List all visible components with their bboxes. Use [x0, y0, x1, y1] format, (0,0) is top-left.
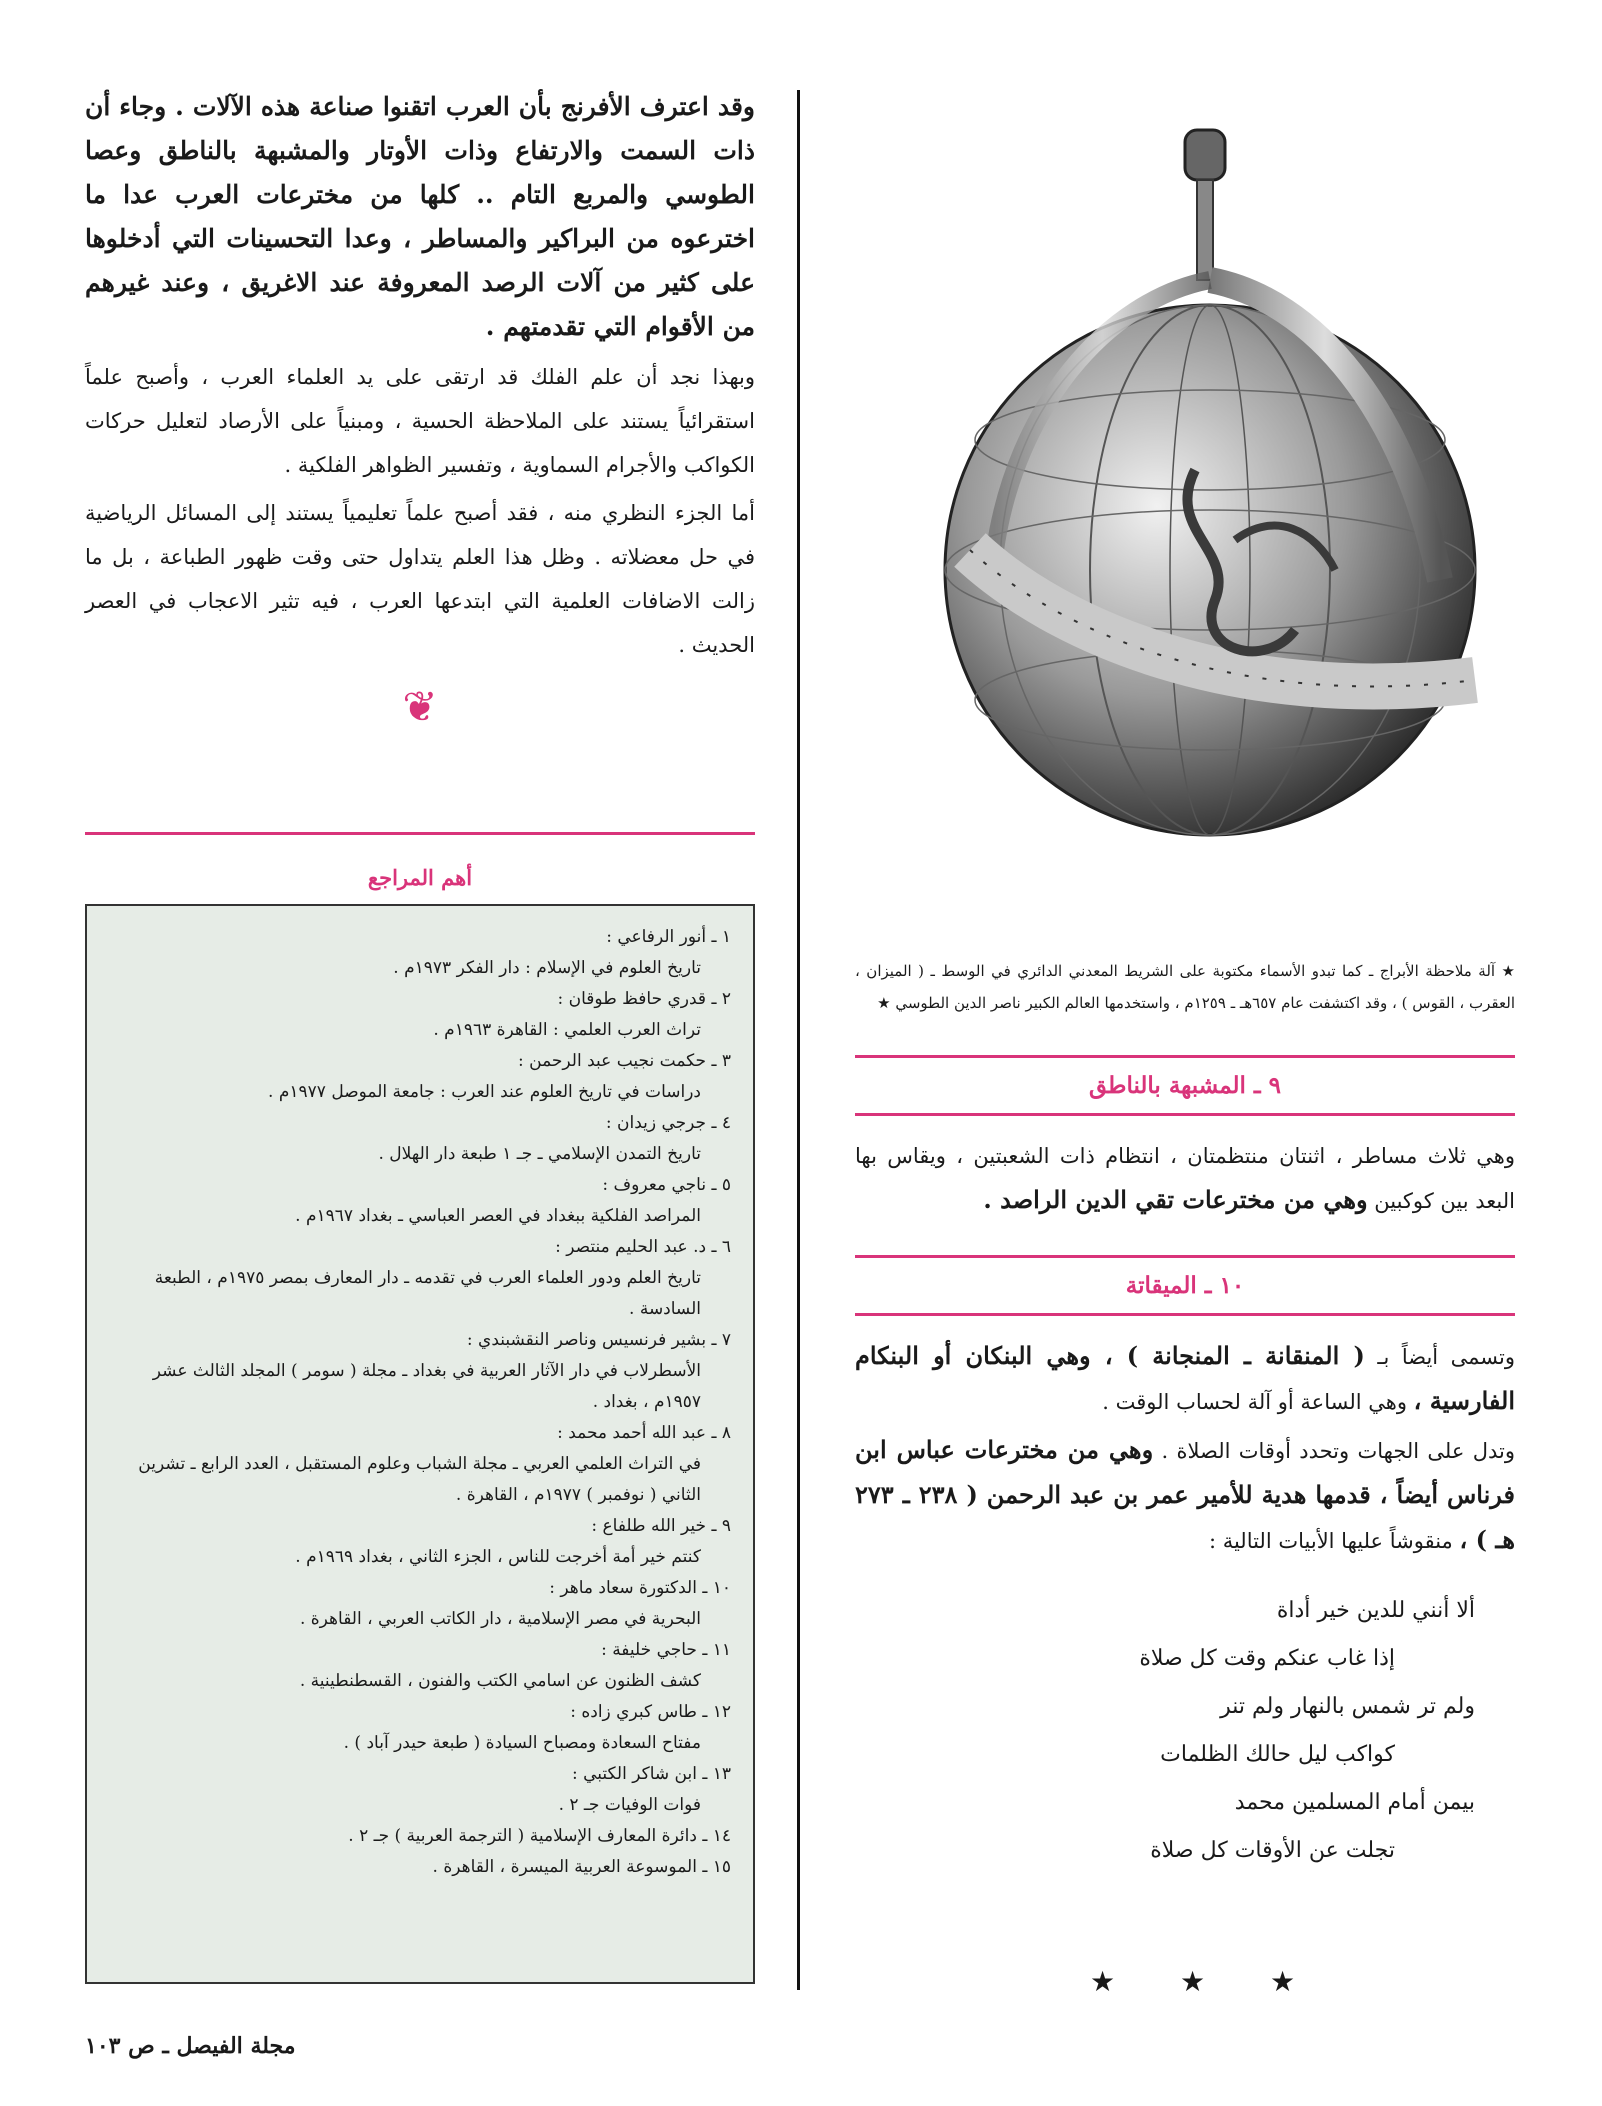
reference-work: البحرية في مصر الإسلامية ، دار الكاتب العربي ، القاهرة .: [299, 1609, 701, 1629]
poem-line: ولم تر شمس بالنهار ولم تنر: [1220, 1694, 1475, 1719]
section-10-plain-2b: منقوشاً عليها الأبيات التالية :: [1208, 1529, 1453, 1553]
section-9-plain: وهي ثلاث مساطر ، اثنتان منتظمتان ، انتظام ذات الشعبتين ، ويقاس بها البعد بين كوكبين: [855, 1144, 1515, 1213]
section-10-rule-top: [855, 1255, 1515, 1258]
poem-line: كواكب ليل حالك الظلمات: [1160, 1742, 1395, 1767]
image-caption: ★ آلة ملاحظة الأبراج ـ كما تبدو الأسماء مكتوبة على الشريط المعدني الدائري في الوسط ـ ( الميزان ، العقرب ، القوس ) ، وقد اكتشفت عام ٦٥٧هـ ـ ١٢٥٩م ، واستخدمها العالم الكبير ناصر الدين الطوسي ★: [855, 962, 1515, 1012]
section-9-title: ٩ ـ المشبهة بالناطق: [1088, 1072, 1282, 1099]
reference-work: تاريخ العلوم في الإسلام : دار الفكر ١٩٧٣م .: [393, 958, 701, 978]
reference-author: ١٣ ـ ابن شاكر الكتبي :: [571, 1764, 731, 1784]
poem-line: إذا غاب عنكم وقت كل صلاة: [1139, 1646, 1395, 1671]
poem-line: بيمن أمام المسلمين محمد: [1234, 1790, 1475, 1815]
reference-author: ١٢ ـ طاس كبري زاده :: [570, 1702, 731, 1722]
intro-bold-paragraph: وقد اعترف الأفرنج بأن العرب اتقنوا صناعة هذه الآلات . وجاء أن ذات السمت والارتفاع وذات الأوتار والمشبهة بالناطق وعصا الطوسي والمربع التام .. كلها من مخترعات العرب عدا ما اخترعوه من البراكير والمساطر ، وعدا التحسينات التي أدخلوها على كثير من آلات الرصد المعروفة عند الاغريق ، وعند غيرهم من الأقوام التي تقدمتهم .: [85, 92, 755, 341]
floral-ornament-icon: ❦: [402, 682, 438, 731]
poem-line: ألا أنني للدين خير أداة: [1276, 1598, 1475, 1623]
reference-work: المراصد الفلكية ببغداد في العصر العباسي ـ بغداد ١٩٦٧م .: [295, 1206, 701, 1226]
reference-author: ٢ ـ قدري حافظ طوقان :: [557, 989, 731, 1009]
reference-author: ٨ ـ عبد الله أحمد محمد :: [557, 1423, 731, 1443]
section-10-paragraph-2: [855, 1428, 1515, 1563]
section-10-rule-bottom: [855, 1313, 1515, 1316]
page-footer: مجلة الفيصل ـ ص ١٠٣: [85, 2033, 296, 2059]
reference-work: تراث العرب العلمي : القاهرة ١٩٦٣م .: [433, 1020, 701, 1040]
reference-work: كشف الظنون عن اسامي الكتب والفنون ، القسطنطينية .: [299, 1671, 701, 1691]
reference-work: في التراث العلمي العربي ـ مجلة الشباب وعلوم المستقبل ، العدد الرابع ـ تشرين الثاني ( نوفمبر ) ١٩٧٧م ، القاهرة .: [138, 1454, 701, 1505]
intro-paragraph-2: وبهذا نجد أن علم الفلك قد ارتقى على يد العلماء العرب ، وأصبح علماً استقرائياً يستند على الملاحظة الحسية ، ومبنياً على الأرصاد لتعليل حركات الكواكب والأجرام السماوية ، وتفسير الظواهر الفلكية .: [85, 365, 755, 477]
reference-author: ١٤ ـ دائرة المعارف الإسلامية ( الترجمة العربية ) جـ ٢ .: [348, 1826, 731, 1846]
section-10-plain-1: وتسمى أيضاً بـ: [1377, 1345, 1515, 1369]
section-10-plain-2: وتدل على الجهات وتحدد أوقات الصلاة .: [1161, 1439, 1515, 1463]
section-10-bold-1: ( المنقانة ـ المنجانة ) ، وهي البنكان أو البنكام الفارسية ،: [855, 1341, 1515, 1415]
section-10: [855, 1255, 1515, 1875]
reference-work: الأسطرلاب في دار الآثار العربية في بغداد ـ مجلة ( سومر ) المجلد الثالث عشر ١٩٥٧م ، بغداد .: [152, 1361, 701, 1412]
reference-author: ١ ـ أنور الرفاعي :: [606, 927, 731, 947]
celestial-globe-image: [935, 110, 1495, 890]
section-10-paragraph-1: [855, 1334, 1515, 1424]
reference-author: ١٥ ـ الموسوعة العربية الميسرة ، القاهرة .: [432, 1857, 731, 1877]
section-10-title: ١٠ ـ الميقاتة: [1125, 1272, 1245, 1299]
reference-author: ٦ ـ د. عبد الحليم منتصر :: [555, 1237, 731, 1257]
section-10-bold-2: وهي من مخترعات عباس ابن فرناس أيضاً ، قدمها هدية للأمير عمر بن عبد الرحمن ( ٢٣٨ ـ ٢٧٣ هـ ) ،: [855, 1435, 1516, 1554]
section-9-text: [855, 1134, 1515, 1223]
reference-work: فوات الوفيات جـ ٢ .: [558, 1795, 701, 1815]
reference-author: ١١ ـ حاجي خليفة :: [601, 1640, 731, 1660]
references-box: [85, 904, 755, 1984]
intro-column: [85, 85, 755, 1984]
reference-author: ٥ ـ ناجي معروف :: [602, 1175, 731, 1195]
reference-work: مفتاح السعادة ومصباح السيادة ( طبعة حيدر آباد ) .: [343, 1733, 701, 1753]
reference-author: ٤ ـ جرجي زيدان :: [605, 1113, 731, 1133]
poem-line: تجلت عن الأوقات كل صلاة: [1150, 1838, 1395, 1863]
references-rule: [85, 832, 755, 835]
column-divider: [797, 90, 800, 1990]
reference-work: كنتم خير أمة أخرجت للناس ، الجزء الثاني ، بغداد ١٩٦٩م .: [295, 1547, 701, 1567]
reference-author: ٩ ـ خير الله طلفاع :: [591, 1516, 731, 1536]
references-title: أهم المراجع: [367, 865, 473, 890]
poem: [855, 1587, 1515, 1875]
section-9: [855, 1055, 1515, 1227]
section-9-rule-top: [855, 1055, 1515, 1058]
reference-author: ٣ ـ حكمت نجيب عبد الرحمن :: [518, 1051, 731, 1071]
reference-author: ١٠ ـ الدكتورة سعاد ماهر :: [549, 1578, 731, 1598]
intro-paragraph-3: أما الجزء النظري منه ، فقد أصبح علماً تعليمياً يستند إلى المسائل الرياضية في حل معضلاته . وظل هذا العلم يتداول حتى وقت ظهور الطباعة ، بل ما زالت الاضافات العلمية التي ابتدعها العرب ، فيه تثير الاعجاب في العصر الحديث .: [85, 501, 755, 657]
reference-work: تاريخ التمدن الإسلامي ـ جـ ١ طبعة دار الهلال .: [378, 1144, 701, 1164]
section-9-rule-bottom: [855, 1113, 1515, 1116]
reference-work: دراسات في تاريخ العلوم عند العرب : جامعة الموصل ١٩٧٧م .: [268, 1082, 701, 1102]
section-10-plain-1b: وهي الساعة أو آلة لحساب الوقت .: [1102, 1390, 1407, 1414]
section-9-bold: وهي من مخترعات تقي الدين الراصد .: [983, 1185, 1368, 1214]
reference-author: ٧ ـ بشير فرنسيس وناصر النقشبندي :: [466, 1330, 731, 1350]
reference-work: تاريخ العلم ودور العلماء العرب في تقدمه ـ دار المعارف بمصر ١٩٧٥م ، الطبعة السادسة .: [154, 1268, 701, 1319]
stars-divider: ★ ★ ★: [1090, 1965, 1324, 1998]
